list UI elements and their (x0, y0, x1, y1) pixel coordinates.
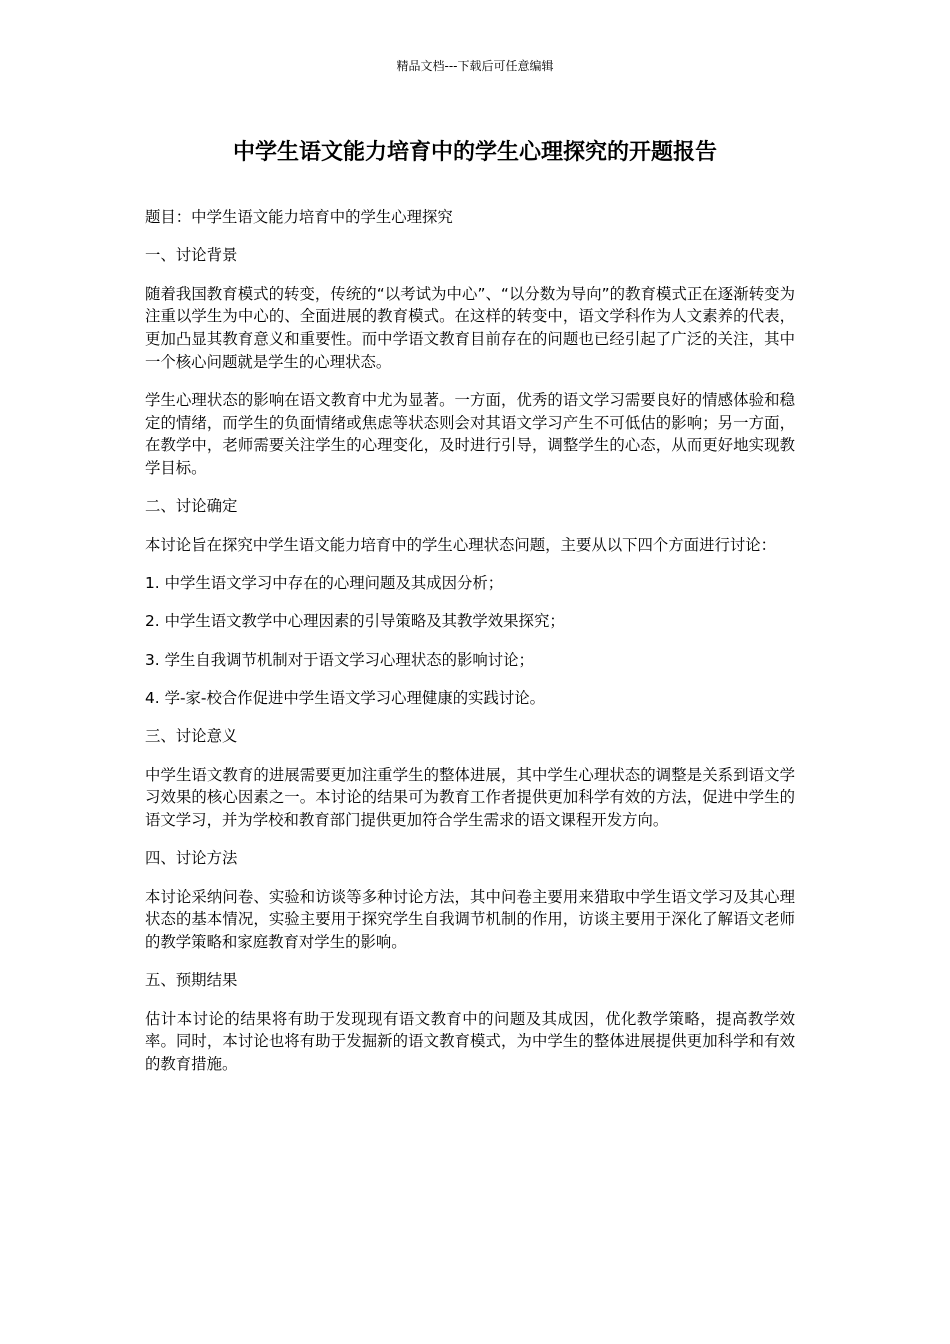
list-item-1: 1. 中学生语文学习中存在的心理问题及其成因分析； (145, 573, 504, 592)
methods-paragraph: 本讨论采纳问卷、实验和访谈等多种讨论方法，其中问卷主要用来猎取中学生语文学习及其心理状态的基本情况，实验主要用于探究学生自我调节机制的作用，访谈主要用于深化了解语文老师的教学策略和家庭教育对学生的影响。 (145, 887, 795, 952)
section-heading-expected-results: 五、预期结果 (145, 971, 238, 990)
document-title: 中学生语文能力培育中的学生心理探究的开题报告 (232, 140, 717, 165)
significance-paragraph: 中学生语文教育的进展需要更加注重学生的整体进展，其中学生心理状态的调整是关系到语文学习效果的核心因素之一。本讨论的结果可为教育工作者提供更加科学有效的方法，促进中学生的语文学习，并为学校和教育部门提供更加符合学生需求的语文课程开发方向。 (145, 765, 795, 830)
section-heading-scope: 二、讨论确定 (145, 497, 238, 516)
expected-results-paragraph: 估计本讨论的结果将有助于发现现有语文教育中的问题及其成因，优化教学策略，提高教学效率。同时，本讨论也将有助于发掘新的语文教育模式，为中学生的整体进展提供更加科学和有效的教育措施。 (145, 1009, 795, 1073)
list-item-3: 3. 学生自我调节机制对于语文学习心理状态的影响讨论； (145, 650, 534, 669)
list-item-2: 2. 中学生语文教学中心理因素的引导策略及其教学效果探究； (145, 612, 565, 631)
header-note: 精品文档---下载后可任意编辑 (396, 59, 554, 73)
list-item-4: 4. 学-家-校合作促进中学生语文学习心理健康的实践讨论。 (145, 689, 546, 708)
topic-line: 题目：中学生语文能力培育中的学生心理探究 (145, 208, 453, 226)
background-paragraph-2: 学生心理状态的影响在语文教育中尤为显著。一方面，优秀的语文学习需要良好的情感体验和稳定的情绪，而学生的负面情绪或焦虑等状态则会对其语文学习产生不可低估的影响；另一方面，在教学中，老师需要关注学生的心理变化，及时进行引导，调整学生的心态，从而更好地实现教学目标。 (145, 390, 795, 477)
scope-paragraph: 本讨论旨在探究中学生语文能力培育中的学生心理状态问题，主要从以下四个方面进行讨论： (145, 535, 777, 554)
section-heading-significance: 三、讨论意义 (145, 727, 238, 746)
section-heading-background: 一、讨论背景 (145, 246, 238, 265)
background-paragraph-1: 随着我国教育模式的转变，传统的“以考试为中心”、“以分数为导向”的教育模式正在逐渐转变为注重以学生为中心的、全面进展的教育模式。在这样的转变中，语文学科作为人文素养的代表，更加凸显其教育意义和重要性。而中学语文教育目前存在的问题也已经引起了广泛的关注，其中一个核心问题就是学生的心理状态。 (145, 284, 795, 371)
document-body (145, 206, 795, 1091)
section-heading-methods: 四、讨论方法 (145, 849, 238, 868)
